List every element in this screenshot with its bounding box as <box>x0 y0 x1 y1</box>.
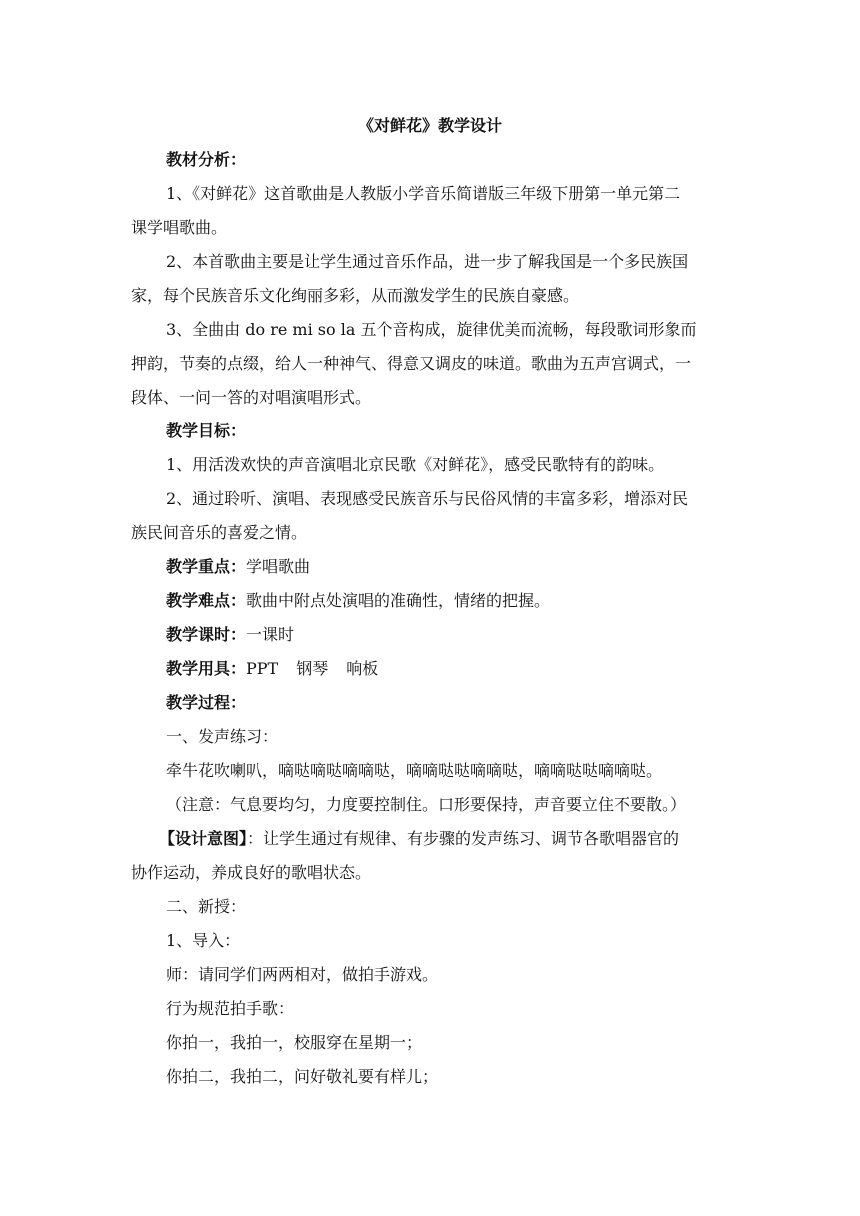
key-point <box>166 557 732 577</box>
analysis-p2-line1: 2、本首歌曲主要是让学生通过音乐作品，进一步了解我国是一个多民族国 <box>166 252 689 271</box>
design-intent-line2: 协作运动，养成良好的歌唱状态。 <box>131 863 372 882</box>
song-line-1: 你拍一，我拍一，校服穿在星期一； <box>166 1033 423 1052</box>
song-title: 行为规范拍手歌： <box>166 999 295 1018</box>
period-value: 一课时 <box>246 625 295 644</box>
vocal-exercise: 牵牛花吹喇叭，嘀哒嘀哒嘀嘀哒，嘀嘀哒哒嘀嘀哒，嘀嘀哒哒嘀嘀哒。 <box>166 761 663 780</box>
tools-item-piano: 钢琴 <box>296 659 329 678</box>
design-intent-label: 【设计意图】 <box>159 829 248 848</box>
goal-1: 1、用活泼欢快的声音演唱北京民歌《对鲜花》，感受民歌特有的韵味。 <box>166 455 665 474</box>
period-label: 教学课时： <box>166 625 247 644</box>
analysis-p3-line3: 段体、一问一答的对唱演唱形式。 <box>131 388 372 407</box>
analysis-p1-line1: 1、《对鲜花》这首歌曲是人教版小学音乐简谱版三年级下册第一单元第二 <box>166 184 681 203</box>
vocal-exercise-note: （注意：气息要均匀，力度要控制住。口形要保持，声音要立住不要散。） <box>166 795 687 814</box>
analysis-heading: 教材分析： <box>166 150 247 169</box>
tools-item-clapper: 响板 <box>346 659 379 678</box>
analysis-p1-line2: 课学唱歌曲。 <box>131 218 228 237</box>
analysis-p3-line1: 3、全曲由 do re mi so la 五个音构成，旋律优美而流畅，每段歌词形象而 <box>166 320 697 339</box>
key-point-label: 教学重点： <box>166 557 247 576</box>
difficulty-value: 歌曲中附点处演唱的准确性，情绪的把握。 <box>246 591 551 610</box>
difficulty <box>166 591 732 611</box>
design-intent <box>159 829 732 849</box>
analysis-p2-line2: 家，每个民族音乐文化绚丽多彩，从而激发学生的民族自豪感。 <box>131 286 580 305</box>
teacher-instruction: 师：请同学们两两相对，做拍手游戏。 <box>166 965 439 984</box>
tools-item-ppt: PPT <box>246 659 279 678</box>
goal-2-line1: 2、通过聆听、演唱、表现感受民族音乐与民俗风情的丰富多彩，增添对民 <box>166 489 689 508</box>
section-2-intro: 1、导入： <box>166 931 241 950</box>
design-intent-text: ：让学生通过有规律、有步骤的发声练习、调节各歌唱器官的 <box>247 829 680 848</box>
goals-heading: 教学目标： <box>166 421 247 440</box>
tools-label: 教学用具： <box>166 659 247 678</box>
process-heading: 教学过程： <box>166 693 247 712</box>
song-line-2: 你拍二，我拍二，问好敬礼要有样儿； <box>166 1067 439 1086</box>
period <box>166 625 732 645</box>
section-1-heading: 一、发声练习： <box>166 727 279 746</box>
key-point-value: 学唱歌曲 <box>246 557 311 576</box>
document-title: 《对鲜花》教学设计 <box>357 116 502 135</box>
analysis-p3-line2: 押韵，节奏的点缀，给人一种神气、得意又调皮的味道。歌曲为五声宫调式，一 <box>131 354 692 373</box>
section-2-heading: 二、新授： <box>166 897 247 916</box>
goal-2-line2: 族民间音乐的喜爱之情。 <box>131 523 308 542</box>
difficulty-label: 教学难点： <box>166 591 247 610</box>
tools <box>166 659 732 679</box>
